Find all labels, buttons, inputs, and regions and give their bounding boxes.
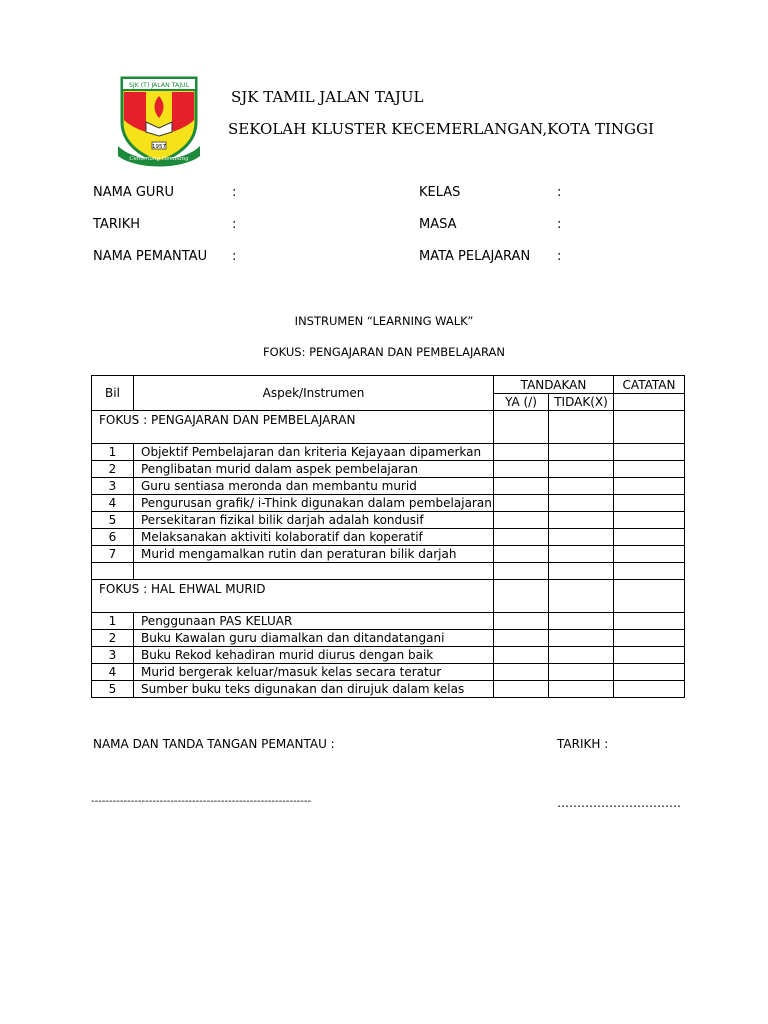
- tidak-cell[interactable]: [549, 664, 614, 681]
- row-number: 2: [92, 461, 134, 478]
- colon: :: [557, 185, 562, 200]
- date-line[interactable]: ………………………….: [557, 796, 681, 810]
- table-row: [92, 630, 685, 647]
- ya-cell[interactable]: [494, 630, 549, 647]
- colon: :: [557, 249, 562, 264]
- fokus-title: FOKUS: PENGAJARAN DAN PEMBELAJARAN: [262, 345, 506, 359]
- row-aspect: Sumber buku teks digunakan dan dirujuk dalam kelas: [134, 681, 494, 698]
- catatan-cell[interactable]: [614, 613, 685, 630]
- row-aspect: Melaksanakan aktiviti kolaboratif dan koperatif: [134, 529, 494, 546]
- empty-cell[interactable]: [614, 563, 685, 580]
- ya-cell[interactable]: [494, 613, 549, 630]
- tidak-cell[interactable]: [549, 630, 614, 647]
- colon: :: [232, 249, 237, 264]
- row-number: 4: [92, 664, 134, 681]
- ya-cell[interactable]: [494, 647, 549, 664]
- tidak-cell[interactable]: [549, 478, 614, 495]
- tidak-cell[interactable]: [549, 681, 614, 698]
- section-heading-pengajaran: FOKUS : PENGAJARAN DAN PEMBELAJARAN: [92, 411, 494, 444]
- table-row: [92, 613, 685, 630]
- table-row: [92, 681, 685, 698]
- tidak-cell[interactable]: [549, 647, 614, 664]
- ya-cell[interactable]: [494, 478, 549, 495]
- empty-cell[interactable]: [614, 580, 685, 613]
- empty-cell: [134, 563, 494, 580]
- table-row: [92, 529, 685, 546]
- ya-cell[interactable]: [494, 546, 549, 563]
- row-number: 6: [92, 529, 134, 546]
- empty-cell[interactable]: [614, 394, 685, 411]
- label-masa: MASA: [419, 217, 457, 232]
- header-ya: YA (/): [494, 394, 549, 411]
- tidak-cell[interactable]: [549, 495, 614, 512]
- ya-cell[interactable]: [494, 512, 549, 529]
- school-name: SJK TAMIL JALAN TAJUL: [231, 88, 424, 106]
- table-row: [92, 546, 685, 563]
- tidak-cell[interactable]: [549, 461, 614, 478]
- label-mata-pelajaran: MATA PELAJARAN: [419, 249, 531, 264]
- label-nama-pemantau: NAMA PEMANTAU: [93, 249, 208, 264]
- table-row-blank: [92, 563, 685, 580]
- svg-text:SJK (T) JALAN TAJUL: SJK (T) JALAN TAJUL: [128, 82, 190, 89]
- empty-cell[interactable]: [549, 563, 614, 580]
- table-row: [92, 461, 685, 478]
- header-tidak: TIDAK(X): [549, 394, 614, 411]
- instrumen-title: INSTRUMEN “LEARNING WALK”: [294, 314, 474, 328]
- ya-cell[interactable]: [494, 444, 549, 461]
- label-kelas: KELAS: [419, 185, 461, 200]
- row-aspect: Pengurusan grafik/ i-Think digunakan dalam pembelajaran: [134, 495, 494, 512]
- header-tandakan: TANDAKAN: [494, 376, 614, 394]
- empty-cell[interactable]: [494, 563, 549, 580]
- table-row: [92, 647, 685, 664]
- table-row: [92, 478, 685, 495]
- ya-cell[interactable]: [494, 495, 549, 512]
- tidak-cell[interactable]: [549, 546, 614, 563]
- tidak-cell[interactable]: [549, 512, 614, 529]
- catatan-cell[interactable]: [614, 461, 685, 478]
- date-label: TARIKH :: [557, 737, 609, 751]
- row-number: 3: [92, 478, 134, 495]
- table-row: [92, 495, 685, 512]
- row-number: 1: [92, 613, 134, 630]
- school-crest-logo: [116, 72, 202, 168]
- signature-line[interactable]: -------------------------------------------------------------: [91, 796, 312, 807]
- row-number: 4: [92, 495, 134, 512]
- empty-cell[interactable]: [549, 580, 614, 613]
- catatan-cell[interactable]: [614, 647, 685, 664]
- school-subtitle: SEKOLAH KLUSTER KECEMERLANGAN,KOTA TINGGI: [228, 120, 654, 138]
- header-catatan: CATATAN: [614, 376, 685, 394]
- catatan-cell[interactable]: [614, 478, 685, 495]
- ya-cell[interactable]: [494, 461, 549, 478]
- catatan-cell[interactable]: [614, 546, 685, 563]
- row-number: 2: [92, 630, 134, 647]
- catatan-cell[interactable]: [614, 664, 685, 681]
- section-heading-hal-ehwal: FOKUS : HAL EHWAL MURID: [92, 580, 494, 613]
- tidak-cell[interactable]: [549, 444, 614, 461]
- catatan-cell[interactable]: [614, 681, 685, 698]
- colon: :: [232, 185, 237, 200]
- empty-cell[interactable]: [494, 580, 549, 613]
- row-aspect: Penggunaan PAS KELUAR: [134, 613, 494, 630]
- row-number: 5: [92, 512, 134, 529]
- tidak-cell[interactable]: [549, 529, 614, 546]
- empty-cell[interactable]: [494, 411, 549, 444]
- colon: :: [232, 217, 237, 232]
- catatan-cell[interactable]: [614, 630, 685, 647]
- catatan-cell[interactable]: [614, 529, 685, 546]
- row-number: 7: [92, 546, 134, 563]
- header-aspek: Aspek/Instrumen: [134, 376, 494, 411]
- colon: :: [557, 217, 562, 232]
- empty-cell[interactable]: [614, 411, 685, 444]
- ya-cell[interactable]: [494, 681, 549, 698]
- row-aspect: Objektif Pembelajaran dan kriteria Kejayaan dipamerkan: [134, 444, 494, 461]
- catatan-cell[interactable]: [614, 444, 685, 461]
- row-aspect: Penglibatan murid dalam aspek pembelajaran: [134, 461, 494, 478]
- label-nama-guru: NAMA GURU: [93, 185, 174, 200]
- empty-cell: [92, 563, 134, 580]
- row-number: 1: [92, 444, 134, 461]
- row-aspect: Persekitaran fizikal bilik darjah adalah kondusif: [134, 512, 494, 529]
- row-aspect: Murid mengamalkan rutin dan peraturan bilik darjah: [134, 546, 494, 563]
- catatan-cell[interactable]: [614, 495, 685, 512]
- row-aspect: Buku Rekod kehadiran murid diurus dengan baik: [134, 647, 494, 664]
- table-row: [92, 664, 685, 681]
- row-aspect: Guru sentiasa meronda dan membantu murid: [134, 478, 494, 495]
- empty-cell[interactable]: [549, 411, 614, 444]
- ya-cell[interactable]: [494, 664, 549, 681]
- svg-text:Cemerlang Gemilang: Cemerlang Gemilang: [129, 156, 189, 162]
- row-number: 3: [92, 647, 134, 664]
- signature-label: NAMA DAN TANDA TANGAN PEMANTAU :: [93, 737, 335, 751]
- svg-text:1957: 1957: [152, 144, 166, 150]
- tidak-cell[interactable]: [549, 613, 614, 630]
- header-bil: Bil: [92, 376, 134, 411]
- table-row: [92, 444, 685, 461]
- ya-cell[interactable]: [494, 529, 549, 546]
- table-row: [92, 512, 685, 529]
- row-aspect: Buku Kawalan guru diamalkan dan ditandatangani: [134, 630, 494, 647]
- row-number: 5: [92, 681, 134, 698]
- row-aspect: Murid bergerak keluar/masuk kelas secara teratur: [134, 664, 494, 681]
- learning-walk-table: [91, 375, 685, 698]
- catatan-cell[interactable]: [614, 512, 685, 529]
- label-tarikh: TARIKH: [93, 217, 140, 232]
